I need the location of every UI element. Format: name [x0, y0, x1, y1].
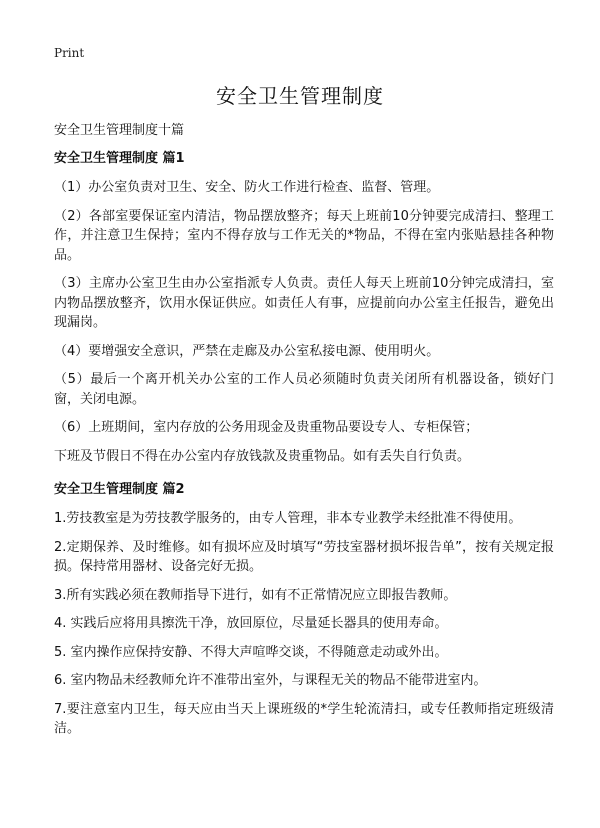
- section-1: [54, 150, 554, 466]
- section-2: [54, 481, 554, 739]
- paragraph: 2.定期保养、及时维修。如有损坏应及时填写“劳技室器材损坏报告单”，按有关规定报损。保持常用器材、设备完好无损。: [54, 539, 554, 574]
- section-heading: 安全卫生管理制度 篇1: [54, 151, 185, 166]
- paragraph: 4. 实践后应将用具擦洗干净，放回原位，尽量延长器具的使用寿命。: [54, 616, 448, 631]
- print-label: Print: [54, 46, 85, 60]
- paragraph: 3.所有实践必须在教师指导下进行，如有不正常情况应立即报告教师。: [54, 587, 457, 603]
- paragraph: 7.要注意室内卫生，每天应由当天上课班级的*学生轮流清扫，或专任教师指定班级清洁。: [54, 701, 554, 736]
- paragraph: （3）主席办公室卫生由办公室指派专人负责。责任人每天上班前10分钟完成清扫，室内物品摆放整齐，饮用水保证供应。如责任人有事，应提前向办公室主任报告，避免出现漏岗。: [54, 276, 554, 330]
- paragraph: （2）各部室要保证室内清洁，物品摆放整齐；每天上班前10分钟要完成清扫、整理工作，并注意卫生保持；室内不得存放与工作无关的*物品，不得在室内张贴悬挂各种物品。: [54, 208, 554, 263]
- paragraph: （5）最后一个离开机关办公室的工作人员必须随时负责关闭所有机器设备，锁好门窗，关闭电源。: [54, 372, 554, 407]
- paragraph: 1.劳技教室是为劳技教学服务的，由专人管理，非本专业教学未经批准不得使用。: [54, 511, 522, 526]
- paragraph: 下班及节假日不得在办公室内存放钱款及贵重物品。如有丢失自行负责。: [54, 448, 471, 464]
- document-subtitle: 安全卫生管理制度十篇: [54, 123, 185, 138]
- paragraph: 6. 室内物品未经教师允许不准带出室外，与课程无关的物品不能带进室内。: [54, 673, 487, 688]
- paragraph: （6）上班期间，室内存放的公务用现金及贵重物品要设专人、专柜保管；: [54, 420, 479, 435]
- document-content: [54, 122, 554, 748]
- paragraph: （4）要增强安全意识，严禁在走廊及办公室私接电源、使用明火。: [54, 343, 440, 359]
- section-heading: 安全卫生管理制度 篇2: [54, 482, 185, 497]
- paragraph: （1）办公室负责对卫生、安全、防火工作进行检查、监督、管理。: [54, 180, 440, 195]
- paragraph: 5. 室内操作应保持安静、不得大声喧哗交谈，不得随意走动或外出。: [54, 644, 448, 660]
- document-title: 安全卫生管理制度: [216, 84, 384, 108]
